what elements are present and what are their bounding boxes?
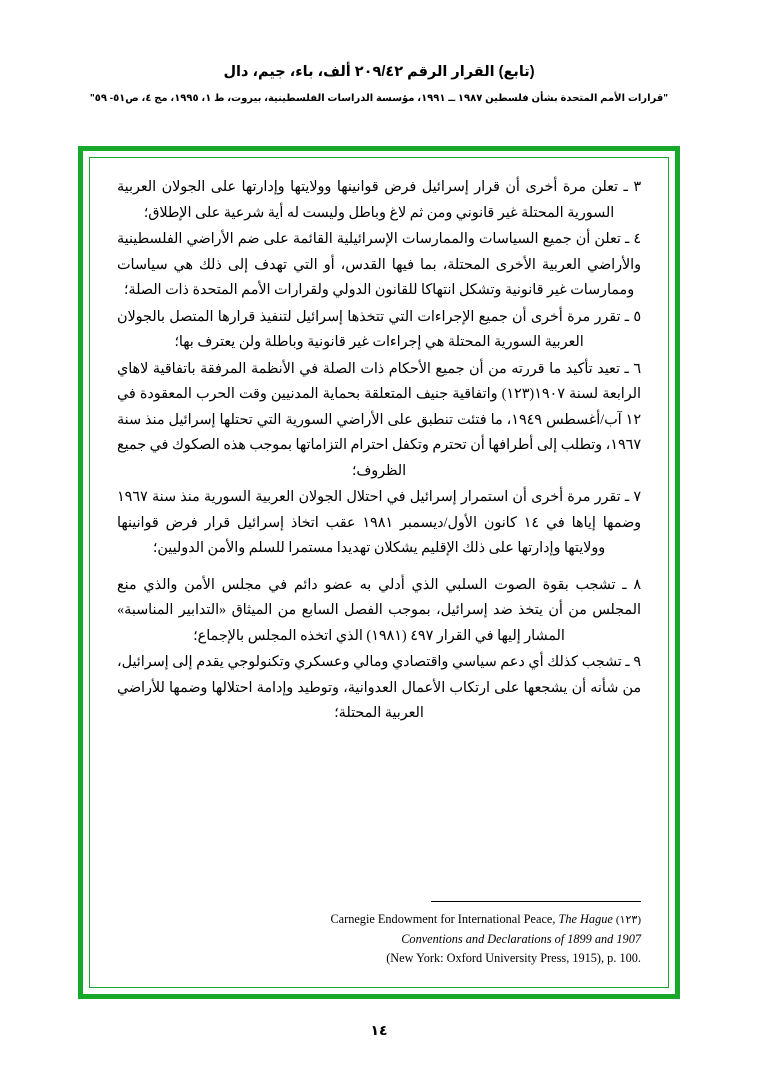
page-number: ١٤ bbox=[370, 1022, 388, 1038]
green-border-frame bbox=[78, 146, 680, 999]
footnote-separator bbox=[431, 901, 641, 902]
page-header bbox=[0, 62, 758, 106]
footnote-marker: (١٢٣) bbox=[615, 914, 641, 926]
paragraph-4: ٤ ـ تعلن أن جميع السياسات والممارسات الإسرائيلية القائمة على ضم الأراضي الفلسطينية والأراضي العربية الأخرى المحتلة، بما فيها القدس، أو التي تهدف إلى ذلك هي سياسات وممارسات غير قانونية وتشكل انتهاكا للقانون الدولي ولقرارات الأمم المتحدة ذات الصلة؛ bbox=[117, 231, 641, 298]
footnote-block bbox=[117, 910, 641, 968]
footnote-text-1: Carnegie Endowment for International Peace, bbox=[330, 912, 556, 926]
paragraph-7: ٧ ـ تقرر مرة أخرى أن استمرار إسرائيل في احتلال الجولان العربية السورية منذ سنة ١٩٦٧ وضمها إياها في ١٤ كانون الأول/ديسمبر ١٩٨١ عقب اتخاذ إسرائيل قرار فرض قوانينها وولايتها وإدارتها على ذلك الإقليم يشكلان تهديدا مستمرا للسلم والأمن الدوليين؛ bbox=[117, 489, 641, 556]
page-subtitle: "قرارات الأمم المتحدة بشأن فلسطين ١٩٨٧ ــ ١٩٩١، مؤسسة الدراسات الفلسطينية، بيروت، ط ١، ١٩٩٥، مج ٤، ص٥١- ٥٩" bbox=[89, 93, 669, 105]
footnote-line-1 bbox=[117, 910, 641, 930]
paragraph-5: ٥ ـ تقرر مرة أخرى أن جميع الإجراءات التي تتخذها إسرائيل لتنفيذ قرارها المتصل بالجولان العربية السورية المحتلة هي إجراءات غير قانونية وباطلة ولن يعترف بها؛ bbox=[117, 308, 641, 350]
footnote-italic-1: The Hague bbox=[558, 912, 613, 926]
footnote-line-2: Conventions and Declarations of 1899 and 1907 bbox=[401, 932, 641, 946]
page-title: (تابع) القرار الرقم ٢٠٩/٤٢ ألف، باء، جيم، دال bbox=[223, 64, 535, 80]
paragraph-9: ٩ ـ تشجب كذلك أي دعم سياسي واقتصادي ومالي وعسكري وتكنولوجي يقدم إلى إسرائيل، من شأنه أن يشجعها على ارتكاب الأعمال العدوانية، وتوطيد وإدامة احتلالها وضمها للأراضي العربية المحتلة؛ bbox=[117, 654, 641, 721]
paragraph-3: ٣ ـ تعلن مرة أخرى أن قرار إسرائيل فرض قوانينها وولايتها وإدارتها على الجولان العربية السورية المحتلة غير قانوني ومن ثم لاغ وباطل وليست له أية شرعية على الإطلاق؛ bbox=[117, 179, 641, 221]
paragraph-6: ٦ ـ تعيد تأكيد ما قررته من أن جميع الأحكام ذات الصلة في الأنظمة المرفقة باتفاقية لاهاي الرابعة لسنة ١٩٠٧(١٢٣) واتفاقية جنيف المتعلقة بحماية المدنيين وقت الحرب المعقودة في ١٢ آب/أغسطس ١٩٤٩، ما فتئت تنطبق على الأراضي السورية التي تحتلها إسرائيل منذ سنة ١٩٦٧، وتطلب إلى أطرافها أن تحترم وتكفل احترام التزاماتها بموجب هذه الصكوك في جميع الظروف؛ bbox=[117, 360, 641, 479]
paragraph-8: ٨ ـ تشجب بقوة الصوت السلبي الذي أدلي به عضو دائم في مجلس الأمن والذي منع المجلس من أن يتخذ ضد إسرائيل، بموجب الفصل السابع من الميثاق «التدابير المناسبة» المشار إليها في القرار ٤٩٧ (١٩٨١) الذي اتخذه المجلس بالإجماع؛ bbox=[117, 576, 641, 644]
document-body bbox=[117, 175, 641, 727]
footnote-line-3: (New York: Oxford University Press, 1915), p. 100. bbox=[386, 951, 641, 965]
